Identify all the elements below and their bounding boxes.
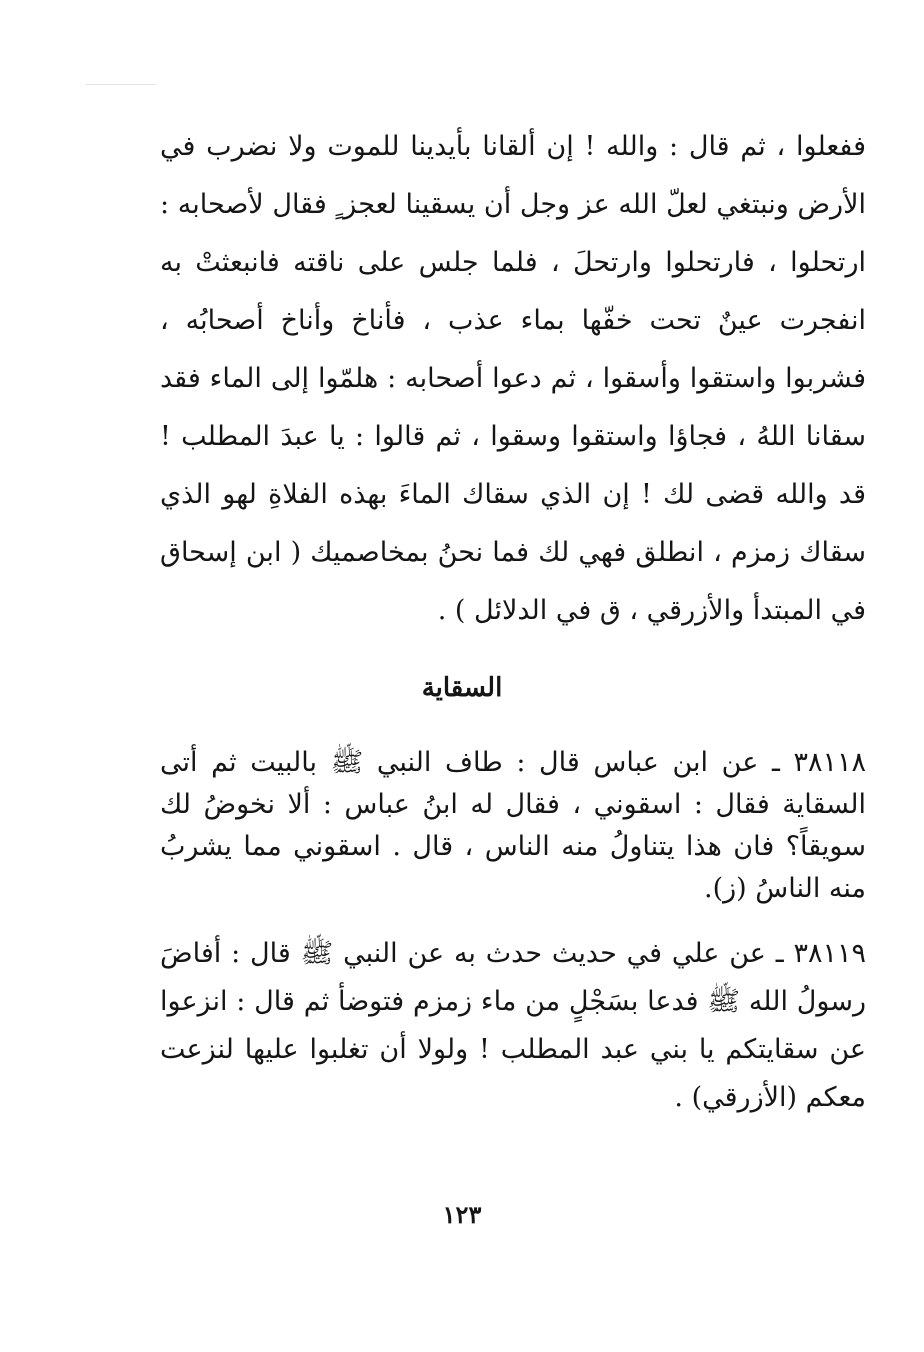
scan-mark <box>86 84 156 85</box>
hadith-38119-text: ٣٨١١٩ ـ عن علي في حديث حدث به عن النبي ﷺ قال : أفاضَ رسولُ الله ﷺ فدعا بسَجْلٍ من ماء زمزم فتوضأ ثم قال : انزعوا عن سقايتكم يا بني عبد المطلب ! ولولا أن تغلبوا عليها لنزعت معكم (الأزرقي) . <box>160 938 866 1113</box>
section-heading: السقاية <box>421 673 503 703</box>
hadith-38118-paragraph <box>160 742 866 910</box>
hadith-38119-paragraph <box>160 930 866 1122</box>
passage-paragraph <box>160 118 866 640</box>
page-number: ١٢٣ <box>442 1200 482 1229</box>
hadith-38118-text: ٣٨١١٨ ـ عن ابن عباس قال : طاف النبي ﷺ بالبيت ثم أتى السقاية فقال : اسقوني ، فقال له ابنُ عباس : ألا نخوضُ لك سويقاً؟ فان هذا يتناولُ منه الناس ، قال . اسقوني مما يشربُ منه الناسُ (ز). <box>160 747 866 904</box>
passage-text: ففعلوا ، ثم قال : والله ! إن ألقانا بأيدينا للموت ولا نضرب في الأرض ونبتغي لعلّ الله عز وجل أن يسقينا لعجز ٍ فقال لأصحابه : ارتحلوا ، فارتحلوا وارتحلَ ، فلما جلس على ناقته فانبعثتْ به انفجرت عينٌ تحت خفّها بماء عذب ، فأناخ وأناخ أصحابُه ، فشربوا واستقوا وأسقوا ، ثم دعوا أصحابه : هلمّوا إلى الماء فقد سقانا اللهُ ، فجاؤا واستقوا وسقوا ، ثم قالوا : يا عبدَ المطلب ! قد والله قضى لك ! إن الذي سقاك الماءَ بهذه الفلاةِ لهو الذي سقاك زمزم ، انطلق فهي لك فما نحنُ بمخاصميك ( ابن إسحاق في المبتدأ والأزرقي ، ق في الدلائل ) . <box>160 131 866 626</box>
